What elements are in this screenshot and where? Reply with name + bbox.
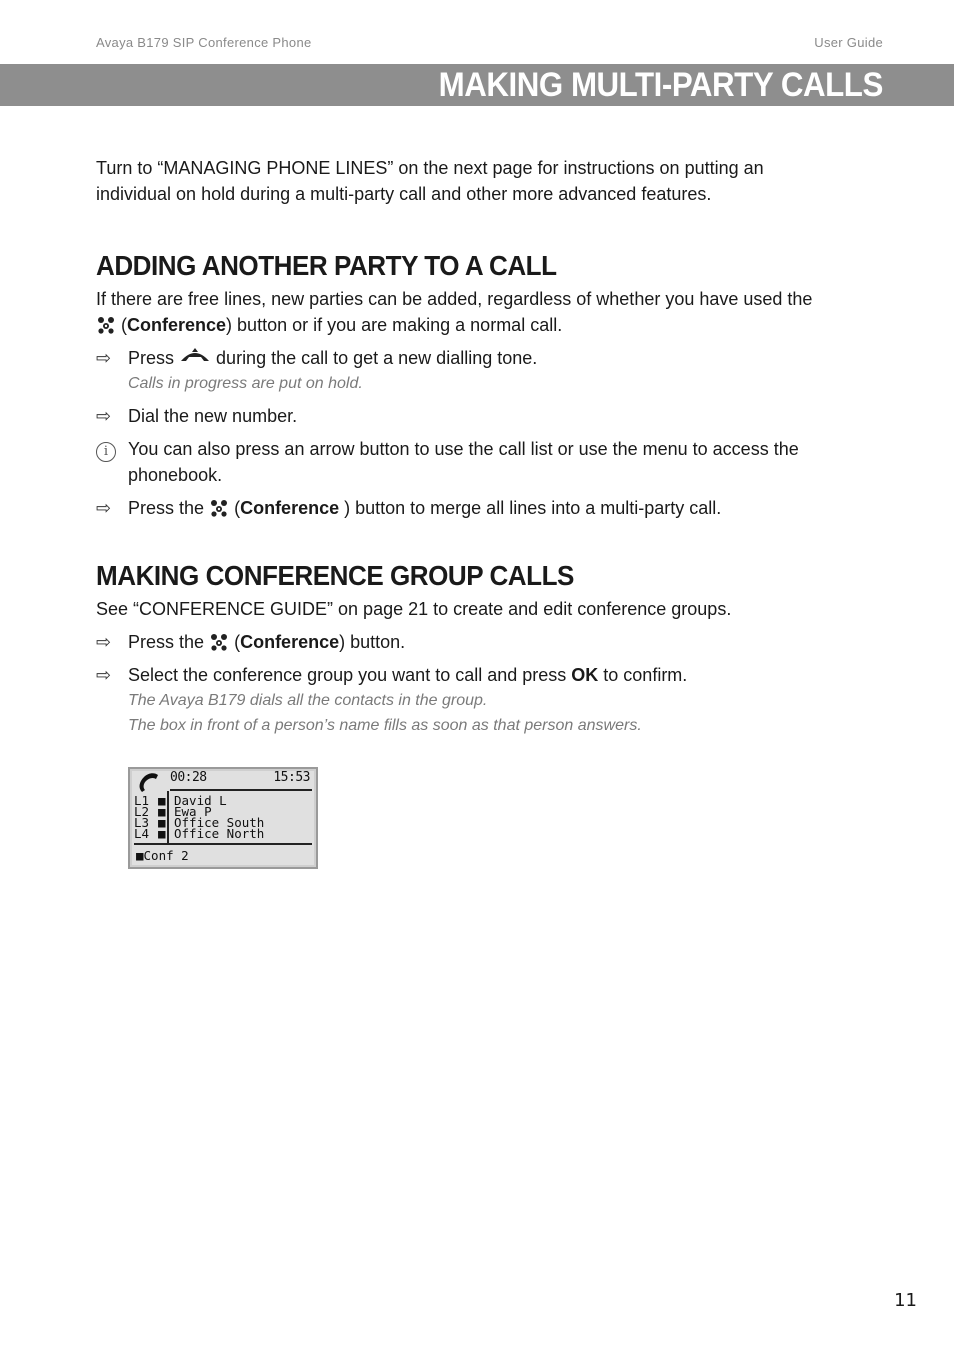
s2-step1-text-c: ) button.: [339, 632, 406, 652]
line-name: Ewa P: [174, 804, 212, 819]
handset-icon: [136, 772, 162, 794]
section1-para-end: ) button or if you are making a normal call.: [226, 315, 563, 335]
s2-step1-text-a: Press the: [128, 632, 205, 652]
line-name: Office South: [174, 815, 265, 830]
section2-paragraph: See “CONFERENCE GUIDE” on page 21 to create and edit conference groups.: [96, 599, 732, 619]
line-name: David L: [174, 793, 227, 808]
page-content: [96, 155, 831, 738]
conference-icon: [209, 633, 229, 651]
step2-text: Dial the new number.: [128, 406, 298, 426]
conference-icon: [96, 316, 116, 334]
section-heading-adding-party: ADDING ANOTHER PARTY TO A CALL: [96, 250, 557, 281]
info-note: [96, 436, 831, 488]
step-press-conference: [96, 629, 831, 655]
divider: [134, 843, 312, 845]
conference-label: Conference: [240, 632, 340, 652]
s2-step2-text-c: to confirm.: [598, 665, 688, 685]
title-bar: [0, 64, 954, 106]
arrow-icon: ⇨: [96, 348, 112, 368]
status-square: ■: [136, 848, 144, 863]
line-number: L4: [134, 826, 150, 841]
conference-group-name: Conf 2: [143, 848, 189, 863]
step-merge-lines: [96, 495, 831, 521]
step-press-offhook: [96, 345, 831, 371]
page-number: 11: [894, 1290, 917, 1311]
line-name: Office North: [174, 826, 265, 841]
s2-step2-text-a: Select the conference group you want to call and press: [128, 665, 572, 685]
paren-open: (: [121, 315, 128, 335]
divider: [170, 789, 312, 791]
clock: 15:53: [273, 770, 310, 785]
paren-open: (: [234, 632, 241, 652]
info-text: You can also press an arrow button to use the call list or use the menu to access the phonebook.: [128, 439, 799, 485]
status-square: ■: [158, 826, 166, 841]
status-square: ■: [158, 815, 166, 830]
step-select-group: [96, 662, 831, 688]
page-title: MAKING MULTI-PARTY CALLS: [438, 66, 883, 104]
conference-label: Conference: [127, 315, 227, 335]
paren-open: (: [234, 498, 241, 518]
line-number: L3: [134, 815, 150, 830]
intro-paragraph: Turn to “MANAGING PHONE LINES” on the next page for instructions on putting an individual on hold during a multi-party call and other more advanced features.: [96, 158, 764, 204]
line-number: L1: [134, 793, 150, 808]
step-dial-number: [96, 403, 831, 429]
arrow-icon: ⇨: [96, 665, 112, 685]
step3-text-a: Press the: [128, 498, 205, 518]
running-head-doc-type: User Guide: [814, 35, 883, 50]
list-item: [134, 828, 264, 839]
arrow-icon: ⇨: [96, 406, 112, 426]
step3-text-c: ) button to merge all lines into a multi-party call.: [339, 498, 722, 518]
section1-para-text: If there are free lines, new parties can be added, regardless of whether you have used the: [96, 289, 813, 309]
running-head-product: Avaya B179 SIP Conference Phone: [96, 35, 312, 50]
line-number: L2: [134, 804, 150, 819]
conference-icon: [209, 499, 229, 517]
note-dials-contacts: The Avaya B179 dials all the contacts in the group.: [128, 692, 488, 709]
step1-text-a: Press: [128, 348, 175, 368]
section1-paragraph: [96, 286, 831, 338]
arrow-icon: ⇨: [96, 498, 112, 518]
status-square: ■: [158, 804, 166, 819]
note-calls-on-hold: Calls in progress are put on hold.: [128, 375, 363, 392]
conference-group-label: [136, 848, 189, 863]
step1-text-b: during the call to get a new dialling tone.: [216, 348, 538, 368]
lcd-display: [128, 767, 318, 869]
offhook-icon: [179, 347, 211, 363]
conference-label: Conference: [240, 498, 340, 518]
line-list: [134, 795, 264, 839]
ok-label: OK: [571, 665, 599, 685]
note-box-fills: The box in front of a person’s name fills as soon as that person answers.: [128, 717, 642, 734]
arrow-icon: ⇨: [96, 632, 112, 652]
call-timer: 00:28: [170, 770, 207, 785]
status-square: ■: [158, 793, 166, 808]
info-icon: i: [96, 442, 116, 462]
section-heading-conference-groups: MAKING CONFERENCE GROUP CALLS: [96, 560, 574, 591]
